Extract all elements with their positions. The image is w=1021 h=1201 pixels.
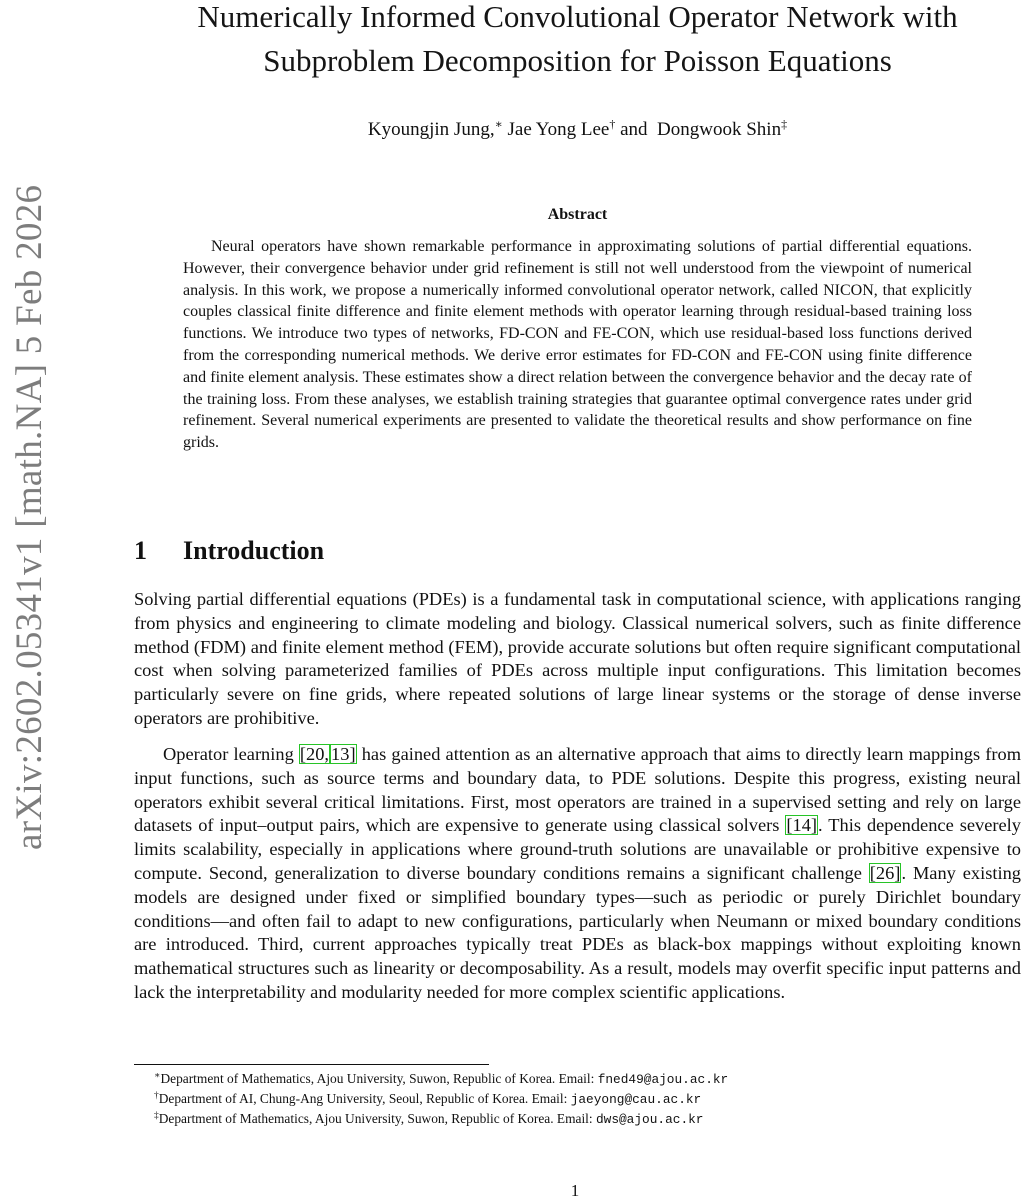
paper-title bbox=[134, 0, 1021, 83]
section-title: Introduction bbox=[183, 536, 325, 565]
page-number: 1 bbox=[570, 1181, 580, 1200]
author-affiliation-mark: ∗ bbox=[494, 117, 503, 131]
author-affiliation-mark: † bbox=[609, 117, 616, 131]
paragraph-text: has gained attention as an alternative approach that aims to directly learn mappings from input functions, such as source terms and boundary data, to PDE solutions. Despite this progress, existing neural operators exhibit several critical limitations. First, most operators are trained in a supervised setting and rely on large datasets of input–output pairs, which are expensive to generate using classical solvers bbox=[134, 744, 1021, 836]
footnote-mark: ‡ bbox=[154, 1111, 159, 1121]
author-affiliation-mark: ‡ bbox=[781, 117, 788, 131]
footnote bbox=[134, 1089, 1021, 1109]
section-heading bbox=[134, 536, 324, 566]
section-number: 1 bbox=[134, 536, 147, 565]
author-connector: and bbox=[620, 119, 648, 140]
footnote bbox=[134, 1069, 1021, 1089]
author-list bbox=[134, 117, 1021, 143]
citation-link[interactable]: [14] bbox=[786, 815, 818, 836]
citation-link[interactable]: [20, bbox=[299, 744, 330, 764]
footnote-email[interactable]: fned49@ajou.ac.kr bbox=[597, 1072, 729, 1087]
footnote-mark: † bbox=[154, 1091, 159, 1101]
intro-paragraph-2 bbox=[134, 743, 1021, 1005]
footnote-text: Department of Mathematics, Ajou University, Suwon, Republic of Korea. Email: bbox=[160, 1071, 598, 1086]
abstract-body: Neural operators have shown remarkable performance in approximating solutions of partial differential equations. However, their convergence behavior under grid refinement is still not well understood from the viewpoint of numerical analysis. In this work, we propose a numerically informed convolutional operator network, called NICON, that explicitly couples classical finite difference and finite element methods with operator learning through residual-based training loss functions. We introduce two types of networks, FD-CON and FE-CON, which use residual-based loss functions derived from the corresponding numerical methods. We derive error estimates for FD-CON and FE-CON using finite difference and finite element analysis. These estimates show a direct relation between the convergence behavior and the decay rate of the training loss. From these analyses, we establish training strategies that guarantee optimal convergence rates under grid refinement. Several numerical experiments are presented to validate the theoretical results and show performance on fine grids. bbox=[183, 238, 972, 452]
citation-link[interactable]: 13] bbox=[331, 744, 356, 764]
footnote-email[interactable]: jaeyong@cau.ac.kr bbox=[570, 1092, 702, 1107]
footnote-text: Department of AI, Chung-Ang University, Seoul, Republic of Korea. Email: bbox=[158, 1091, 571, 1106]
footnote-mark: ∗ bbox=[154, 1071, 161, 1081]
footnote-text: Department of Mathematics, Ajou University, Suwon, Republic of Korea. Email: bbox=[158, 1111, 596, 1126]
abstract-heading: Abstract bbox=[547, 206, 608, 223]
arxiv-identifier: arXiv:2602.05341v1 [math.NA] 5 Feb 2026 bbox=[9, 184, 50, 850]
author-name: Dongwook Shin bbox=[657, 119, 782, 140]
author-name: Kyoungjin Jung, bbox=[367, 119, 495, 140]
citation-link[interactable]: [26] bbox=[869, 862, 901, 883]
footnotes bbox=[134, 1069, 1021, 1129]
title-line-1: Numerically Informed Convolutional Operator Network with bbox=[197, 0, 958, 34]
paragraph-text: Operator learning bbox=[163, 744, 299, 764]
paragraph-text: . This dependence severely limits scalability, especially in applications where ground-truth solutions are unavailable or prohibitive expensive to compute. Second, generalization to diverse boundary conditions remains a significant challenge bbox=[134, 815, 1021, 883]
paragraph-text: . Many existing models are designed under fixed or simplified boundary types—such as periodic or purely Dirichlet boundary conditions—and often fail to adapt to new configurations, particularly when Neumann or mixed boundary conditions are introduced. Third, current approaches typically treat PDEs as black-box mappings without exploiting known mathematical structures such as linearity or decomposability. As a result, models may overfit specific input patterns and lack the interpretability and modularity needed for more complex scientific applications. bbox=[134, 862, 1021, 1002]
intro-paragraph-1: Solving partial differential equations (PDEs) is a fundamental task in computational science, with applications ranging from physics and engineering to climate modeling and biology. Classical numerical solvers, such as finite difference method (FDM) and finite element method (FEM), provide accurate solutions but often require significant computational cost when solving parameterized families of PDEs across multiple input configurations. This limitation becomes particularly severe on fine grids, where repeated solutions of large linear systems or the storage of dense inverse operators are prohibitive. bbox=[134, 589, 1021, 728]
author-name: Jae Yong Lee bbox=[507, 119, 610, 140]
footnote bbox=[134, 1109, 1021, 1129]
title-line-2: Subproblem Decomposition for Poisson Equations bbox=[263, 43, 892, 78]
footnote-email[interactable]: dws@ajou.ac.kr bbox=[595, 1112, 704, 1127]
footnote-divider bbox=[134, 1064, 489, 1065]
